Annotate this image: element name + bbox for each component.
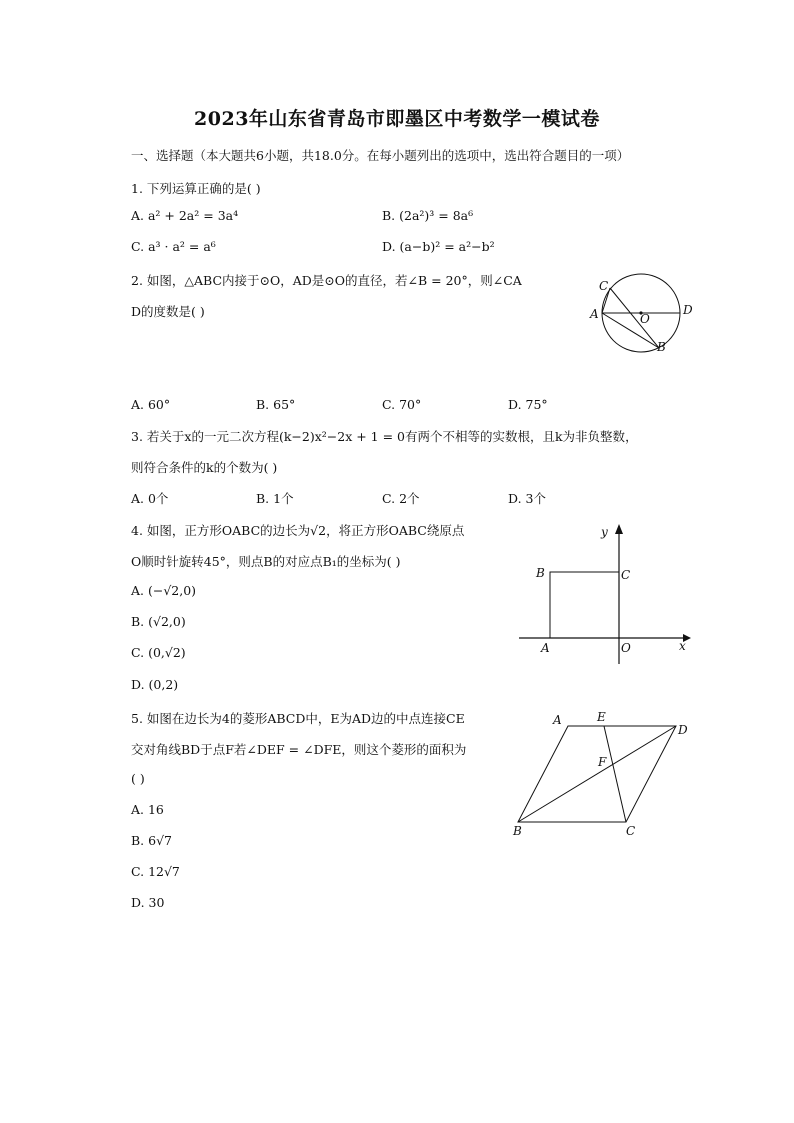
q3-option-a: A. 0个	[131, 491, 169, 506]
q1-option-a: A. a² + 2a² = 3a⁴	[131, 208, 239, 223]
label-f: F	[598, 755, 607, 769]
label-b: B	[513, 824, 522, 838]
diagonal-bd	[518, 726, 676, 822]
q4-square-figure	[515, 520, 695, 668]
label-b: B	[536, 566, 545, 580]
q3-stem-line2: 则符合条件的k的个数为( )	[131, 460, 278, 475]
q3-option-c: C. 2个	[382, 491, 420, 506]
page-title: 2023年山东省青岛市即墨区中考数学一模试卷	[194, 108, 600, 130]
q3-option-b: B. 1个	[256, 491, 294, 506]
q5-option-d: D. 30	[131, 895, 165, 910]
q4-option-d: D. (0,2)	[131, 677, 179, 692]
q5-option-c: C. 12√7	[131, 864, 180, 879]
q5-option-b: B. 6√7	[131, 833, 173, 848]
q4-stem-line2: O顺时针旋转45°，则点B的对应点B₁的坐标为( )	[131, 554, 401, 569]
chord-cb	[610, 288, 659, 348]
q2-circle-figure	[585, 268, 695, 360]
label-c: C	[621, 568, 631, 582]
q5-stem-line2: 交对角线BD于点F若∠DEF = ∠DFE，则这个菱形的面积为	[131, 742, 467, 757]
q1-option-c: C. a³ · a² = a⁶	[131, 239, 216, 254]
label-d: D	[678, 723, 688, 737]
chord-ab	[602, 313, 659, 348]
q4-stem-line1: 4. 如图，正方形OABC的边长为√2，将正方形OABC绕原点	[131, 523, 465, 538]
q2-option-d: D. 75°	[508, 397, 548, 412]
q3-stem-line1: 3. 若关于x的一元二次方程(k−2)x²−2x + 1 = 0有两个不相等的实数根，且k为非负整数，	[131, 429, 638, 444]
q5-option-a: A. 16	[131, 802, 164, 817]
q5-rhombus-figure	[508, 706, 698, 840]
label-o: O	[640, 312, 650, 326]
label-y: y	[601, 525, 608, 539]
q2-stem-line1: 2. 如图，△ABC内接于⊙O，AD是⊙O的直径，若∠B = 20°，则∠CA	[131, 273, 522, 288]
q2-stem-line2: D的度数是( )	[131, 304, 205, 319]
label-a: A	[553, 713, 562, 727]
label-c: C	[626, 824, 636, 838]
label-b: B	[657, 340, 666, 354]
label-c: C	[599, 279, 609, 293]
q4-option-b: B. (√2,0)	[131, 614, 186, 629]
label-e: E	[597, 710, 606, 724]
q2-option-c: C. 70°	[382, 397, 422, 412]
section-heading: 一、选择题（本大题共6小题，共18.0分。在每小题列出的选项中，选出符合题目的一项）	[131, 148, 630, 163]
label-a: A	[590, 307, 599, 321]
q5-stem-line3: ( )	[131, 771, 145, 786]
q1-stem: 1. 下列运算正确的是( )	[131, 181, 261, 196]
y-axis-arrow	[615, 524, 623, 534]
q4-option-c: C. (0,√2)	[131, 645, 186, 660]
q2-option-b: B. 65°	[256, 397, 296, 412]
segment-ce	[604, 726, 626, 822]
q3-option-d: D. 3个	[508, 491, 546, 506]
q1-option-d: D. (a−b)² = a²−b²	[382, 239, 495, 254]
label-d: D	[683, 303, 693, 317]
q4-option-a: A. (−√2,0)	[131, 583, 197, 598]
square-oabc	[550, 572, 619, 638]
q5-stem-line1: 5. 如图在边长为4的菱形ABCD中，E为AD边的中点连接CE	[131, 711, 465, 726]
label-o: O	[621, 641, 631, 655]
label-x: x	[679, 639, 686, 653]
q2-option-a: A. 60°	[131, 397, 171, 412]
q1-option-b: B. (2a²)³ = 8a⁶	[382, 208, 474, 223]
label-a: A	[541, 641, 550, 655]
